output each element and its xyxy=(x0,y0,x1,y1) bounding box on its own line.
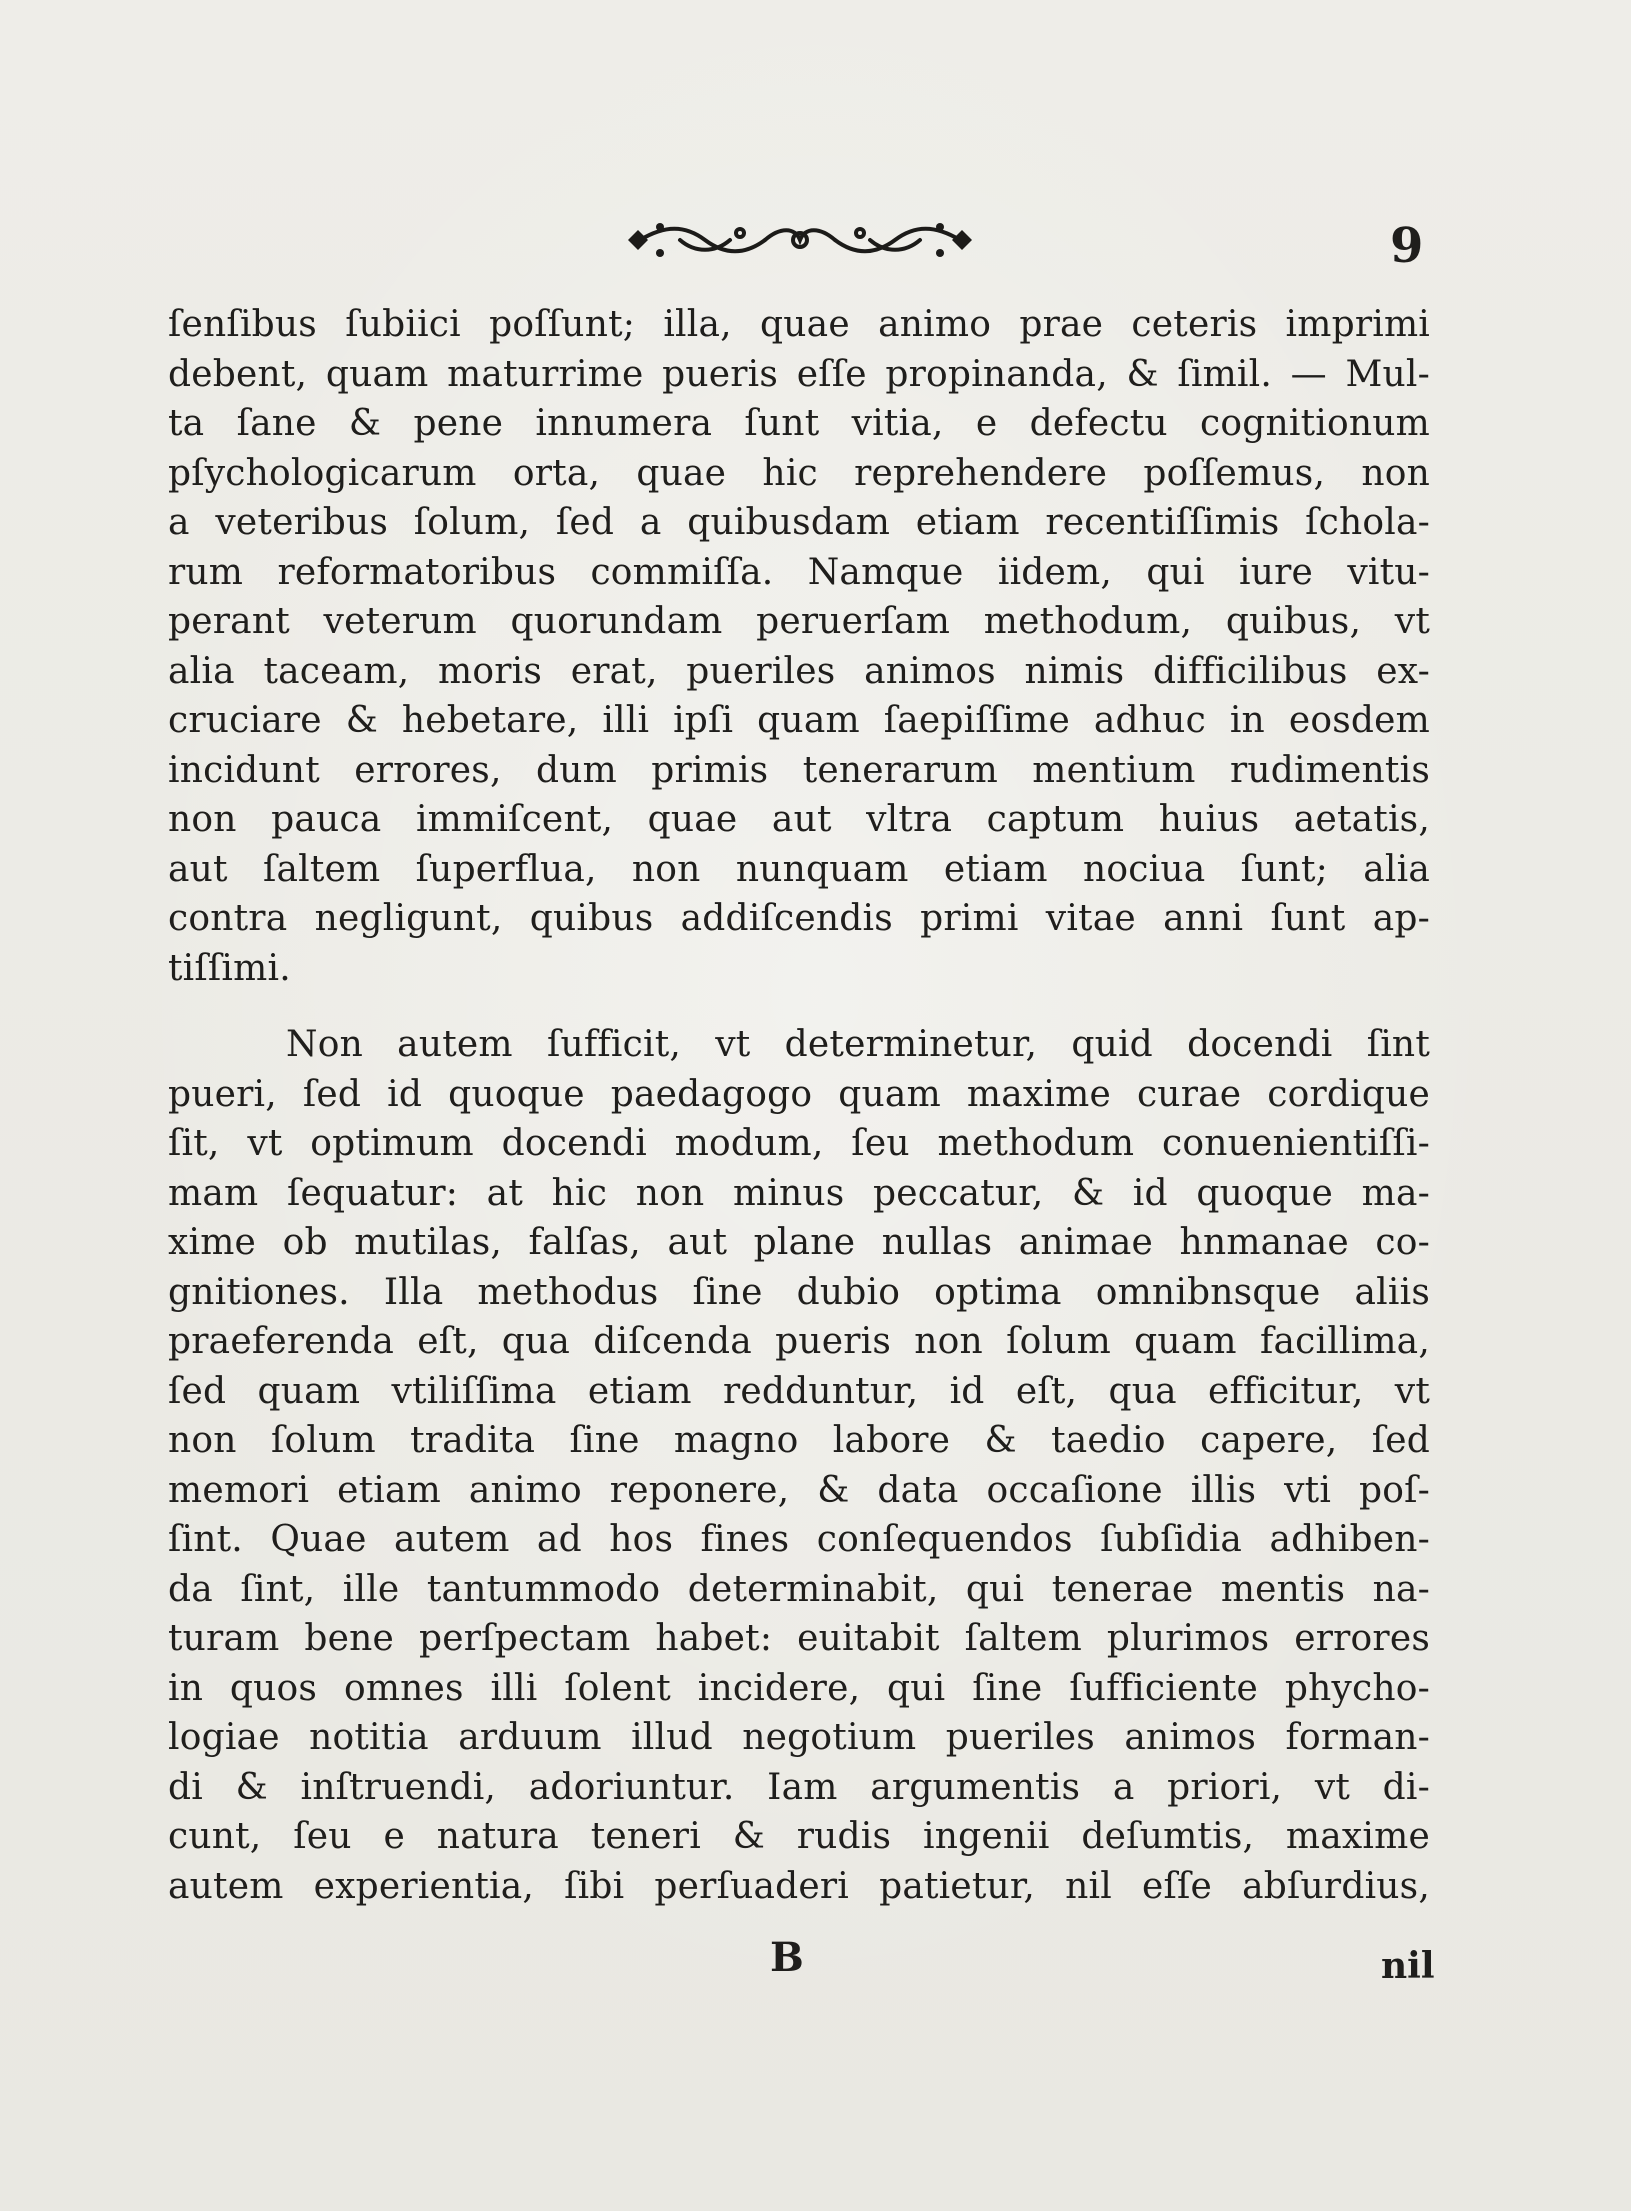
page-number: 9 xyxy=(1390,218,1424,274)
ornamental-headpiece xyxy=(620,205,980,275)
text-line: logiae notitia arduum illud negotium pueriles animos forman- xyxy=(168,1717,1430,1758)
text-line: cruciare & hebetare, illi ipſi quam ſaepiſſime adhuc in eosdem xyxy=(168,700,1430,741)
text-line: aut ſaltem ſuperflua, non nunquam etiam nociua ſunt; alia xyxy=(168,848,1430,890)
text-line: praeferenda eſt, qua diſcenda pueris non ſolum quam facillima, xyxy=(168,1321,1430,1362)
text-line: debent, quam maturrime pueris eſſe propinanda, & ſimil. — Mul- xyxy=(168,353,1430,395)
paragraph-gap xyxy=(168,993,1430,1020)
text-line: gnitiones. Illa methodus ſine dubio optima omnibnsque aliis xyxy=(168,1271,1430,1313)
text-line: Non autem ſufficit, vt determinetur, quid docendi ſint xyxy=(286,1024,1430,1065)
text-line: autem experientia, ſibi perſuaderi patietur, nil eſſe abſurdius, xyxy=(168,1865,1430,1907)
text-line: ſenſibus ſubiici poſſunt; illa, quae animo prae ceteris imprimi xyxy=(168,304,1430,345)
text-line: rum reformatoribus commiſſa. Namque iidem, qui iure vitu- xyxy=(168,551,1430,593)
text-line: ta ſane & pene innumera ſunt vitia, e defectu cognitionum xyxy=(168,403,1430,444)
text-line: xime ob mutilas, falſas, aut plane nullas animae hnmanae co- xyxy=(168,1222,1430,1263)
signature-mark: B xyxy=(770,1934,804,1981)
text-line: ſint. Quae autem ad hos fines conſequendos ſubſidia adhiben- xyxy=(168,1519,1430,1560)
paragraph xyxy=(168,1020,1430,1911)
text-line: alia taceam, moris erat, pueriles animos nimis difficilibus ex- xyxy=(168,650,1430,692)
text-line: mam ſequatur: at hic non minus peccatur, & id quoque ma- xyxy=(168,1172,1430,1214)
text-line: di & inſtruendi, adoriuntur. Iam argumentis a priori, vt di- xyxy=(168,1766,1430,1808)
text-line: pueri, ſed id quoque paedagogo quam maxime curae cordique xyxy=(168,1073,1430,1115)
text-line: non pauca immiſcent, quae aut vltra captum huius aetatis, xyxy=(168,799,1430,840)
text-line: contra negligunt, quibus addiſcendis primi vitae anni ſunt ap- xyxy=(168,898,1430,939)
text-line: in quos omnes illi ſolent incidere, qui ſine ſufficiente phycho- xyxy=(168,1667,1430,1709)
text-line: non ſolum tradita ſine magno labore & taedio capere, ſed xyxy=(168,1420,1430,1461)
text-line: perant veterum quorundam peruerſam methodum, quibus, vt xyxy=(168,601,1430,642)
text-line: pſychologicarum orta, quae hic reprehendere poſſemus, non xyxy=(168,452,1430,494)
text-line: da ſint, ille tantummodo determinabit, qui tenerae mentis na- xyxy=(168,1568,1430,1610)
text-line: incidunt errores, dum primis tenerarum mentium rudimentis xyxy=(168,749,1430,791)
text-line: cunt, ſeu e natura teneri & rudis ingenii deſumtis, maxime xyxy=(168,1816,1430,1857)
text-line: ſed quam vtiliſſima etiam redduntur, id eſt, qua efficitur, vt xyxy=(168,1370,1430,1412)
text-line: memori etiam animo reponere, & data occaſione illis vti poſ- xyxy=(168,1469,1430,1511)
text-line: ſit, vt optimum docendi modum, ſeu methodum conuenientiſſi- xyxy=(168,1123,1430,1164)
catchword: nil xyxy=(1381,1945,1435,1987)
body-text xyxy=(168,300,1430,1911)
text-line: turam bene perſpectam habet: euitabit ſaltem plurimos errores xyxy=(168,1618,1430,1659)
text-line: a veteribus ſolum, ſed a quibusdam etiam recentiſſimis ſchola- xyxy=(168,502,1430,543)
text-line: tiſſimi. xyxy=(168,947,291,989)
paragraph xyxy=(168,300,1430,993)
